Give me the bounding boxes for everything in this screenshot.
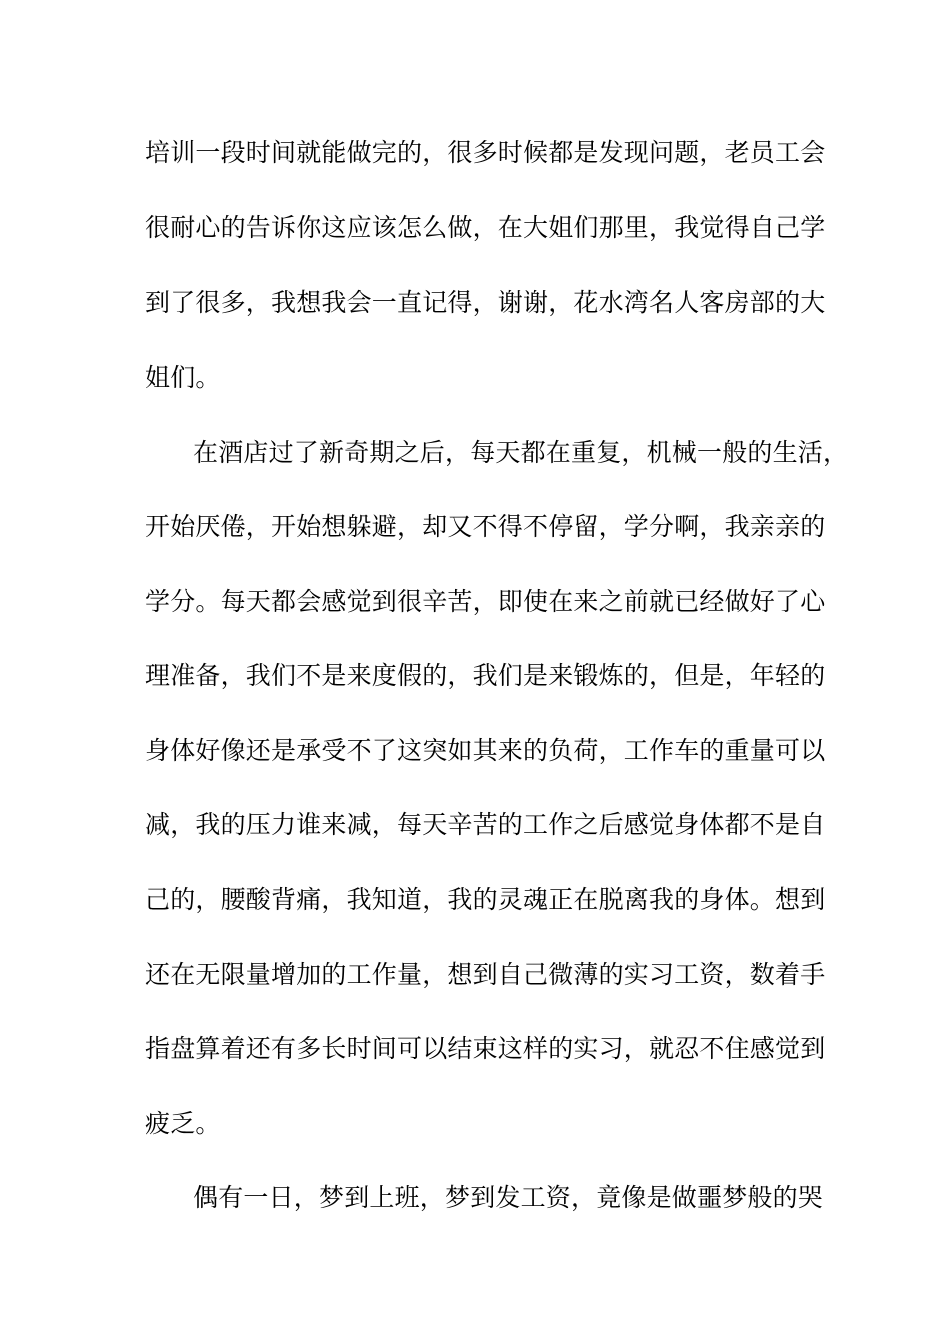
text-line: 己的，腰酸背痛，我知道，我的灵魂正在脱离我的身体。想到 [145, 885, 826, 914]
paragraph-first-line: 在酒店过了新奇期之后，每天都在重复，机械一般的生活， [193, 438, 849, 467]
text-line: 很耐心的告诉你这应该怎么做，在大姐们那里，我觉得自己学 [145, 213, 826, 242]
text-line: 到了很多，我想我会一直记得，谢谢，花水湾名人客房部的大 [145, 288, 826, 317]
text-line: 减，我的压力谁来减，每天辛苦的工作之后感觉身体都不是自 [145, 810, 826, 839]
text-line: 姐们。 [145, 363, 221, 392]
text-line: 还在无限量增加的工作量，想到自己微薄的实习工资，数着手 [145, 960, 826, 989]
text-line: 开始厌倦，开始想躲避，却又不得不停留，学分啊，我亲亲的 [145, 512, 826, 541]
text-line: 培训一段时间就能做完的，很多时候都是发现问题，老员工会 [145, 138, 826, 167]
text-line: 理准备，我们不是来度假的，我们是来锻炼的，但是，年轻的 [145, 661, 826, 690]
text-line: 疲乏。 [145, 1109, 221, 1138]
paragraph-first-line: 偶有一日，梦到上班，梦到发工资，竟像是做噩梦般的哭 [193, 1183, 824, 1212]
text-line: 学分。每天都会感觉到很辛苦，即使在来之前就已经做好了心 [145, 587, 826, 616]
text-line: 身体好像还是承受不了这突如其来的负荷，工作车的重量可以 [145, 736, 826, 765]
text-line: 指盘算着还有多长时间可以结束这样的实习，就忍不住感觉到 [145, 1034, 826, 1063]
